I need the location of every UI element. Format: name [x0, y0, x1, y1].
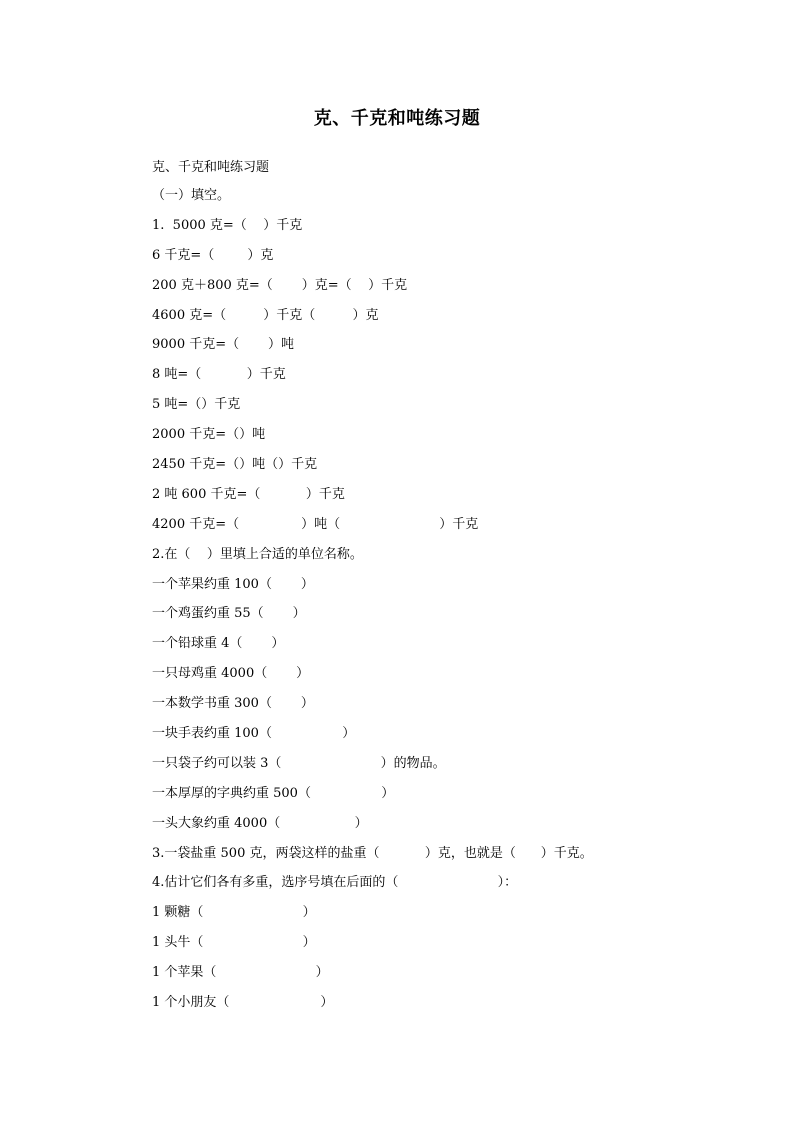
- exercise-line: 4200 千克=（ ）吨（ ）千克: [152, 516, 479, 532]
- exercise-line: 一只母鸡重 4000（ ）: [152, 666, 310, 682]
- exercise-line: 200 克＋800 克=（ ）克=（ ）千克: [152, 277, 408, 293]
- exercise-line: 6 千克=（ ）克: [152, 247, 274, 263]
- exercise-line: 一个苹果约重 100（ ）: [152, 576, 314, 592]
- section-subtitle: 克、千克和吨练习题: [152, 160, 270, 175]
- exercise-line: 一本数学书重 300（ ）: [152, 696, 314, 712]
- exercise-line: 8 吨=（ ）千克: [152, 367, 286, 383]
- exercise-line: 一块手表约重 100（ ）: [152, 726, 356, 742]
- exercise-line: 一本厚厚的字典约重 500（ ）: [152, 785, 395, 801]
- exercise-line: 1 个苹果（ ）: [152, 965, 329, 981]
- exercise-line: 2450 千克=（）吨（）千克: [152, 457, 318, 473]
- exercise-line: 1 个小朋友（ ）: [152, 995, 334, 1011]
- page-title: 克、千克和吨练习题: [313, 108, 481, 129]
- section-heading-fill-blank: （一）填空。: [152, 188, 231, 203]
- exercise-line: 2000 千克=（）吨: [152, 427, 266, 443]
- exercise-line: 2 吨 600 千克=（ ）千克: [152, 486, 345, 502]
- exercise-line: 9000 千克=（ ）吨: [152, 337, 295, 353]
- exercise-line: 5 吨=（）千克: [152, 397, 241, 413]
- exercise-line: 1 头牛（ ）: [152, 935, 316, 951]
- document-body: [152, 155, 712, 1018]
- question-2-heading: 2.在（ ）里填上合适的单位名称。: [152, 546, 363, 562]
- exercise-line: 一只袋子约可以装 3（ ）的物品。: [152, 755, 446, 771]
- question-3: 3.一袋盐重 500 克，两袋这样的盐重（ ）克，也就是（ ）千克。: [152, 845, 593, 861]
- exercise-line: 4600 克=（ ）千克（ ）克: [152, 307, 379, 323]
- exercise-line: 一头大象约重 4000（ ）: [152, 815, 368, 831]
- exercise-line: 1. 5000 克=（ ）千克: [152, 217, 303, 233]
- exercise-line: 一个鸡蛋约重 55（ ）: [152, 606, 306, 622]
- exercise-line: 1 颗糖（ ）: [152, 905, 316, 921]
- question-4-heading: 4.估计它们各有多重，选序号填在后面的（ ）：: [152, 875, 518, 891]
- exercise-line: 一个铅球重 4（ ）: [152, 636, 285, 652]
